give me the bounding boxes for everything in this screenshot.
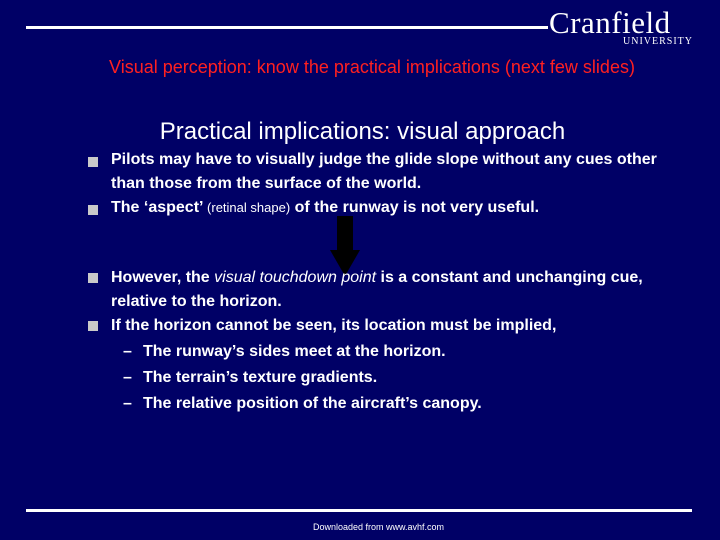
cranfield-logo (549, 6, 699, 50)
sub-list-item (123, 392, 482, 416)
bullet-text-part: of the runway is not very useful. (290, 199, 540, 216)
sub-list-item (123, 366, 377, 390)
bullet-square-icon (88, 273, 98, 283)
bullet-text-part: The ‘aspect’ (111, 199, 208, 216)
slide-subtitle: Visual perception: know the practical implications (next few slides) (109, 57, 635, 77)
sub-item-text: The relative position of the aircraft’s canopy. (143, 395, 482, 412)
bullet-item: Pilots may have to visually judge the glide slope without any cues other than those from the surface of the world. (111, 151, 657, 192)
logo-name: Cranfield (549, 5, 671, 40)
footer-source: Downloaded from www.avhf.com (312, 522, 445, 532)
bullet-square-icon (88, 157, 98, 167)
logo-subtitle: UNIVERSITY (623, 36, 693, 47)
bullet-square-icon (88, 321, 98, 331)
bullet-text-part: However, the (111, 269, 215, 286)
dash-marker: – (123, 369, 132, 386)
bullet-text-italic: visual touchdown point (214, 269, 377, 286)
bullet-text-part: is a constant and unchanging cue, relative to the horizon. (111, 269, 643, 310)
bullet-item (111, 196, 671, 220)
dash-marker: – (123, 395, 132, 412)
bottom-rule (26, 509, 692, 512)
bullet-text-small: (retinal shape) (207, 200, 291, 215)
bullet-item (111, 266, 671, 314)
sub-item-text: The runway’s sides meet at the horizon. (143, 343, 446, 360)
sub-item-text: The terrain’s texture gradients. (143, 369, 378, 386)
sub-list-item (123, 340, 446, 364)
bullet-square-icon (88, 205, 98, 215)
top-rule (26, 26, 548, 29)
slide-title: Practical implications: visual approach (159, 118, 566, 145)
dash-marker: – (123, 343, 132, 360)
bullet-item: If the horizon cannot be seen, its location must be implied, (111, 317, 557, 334)
